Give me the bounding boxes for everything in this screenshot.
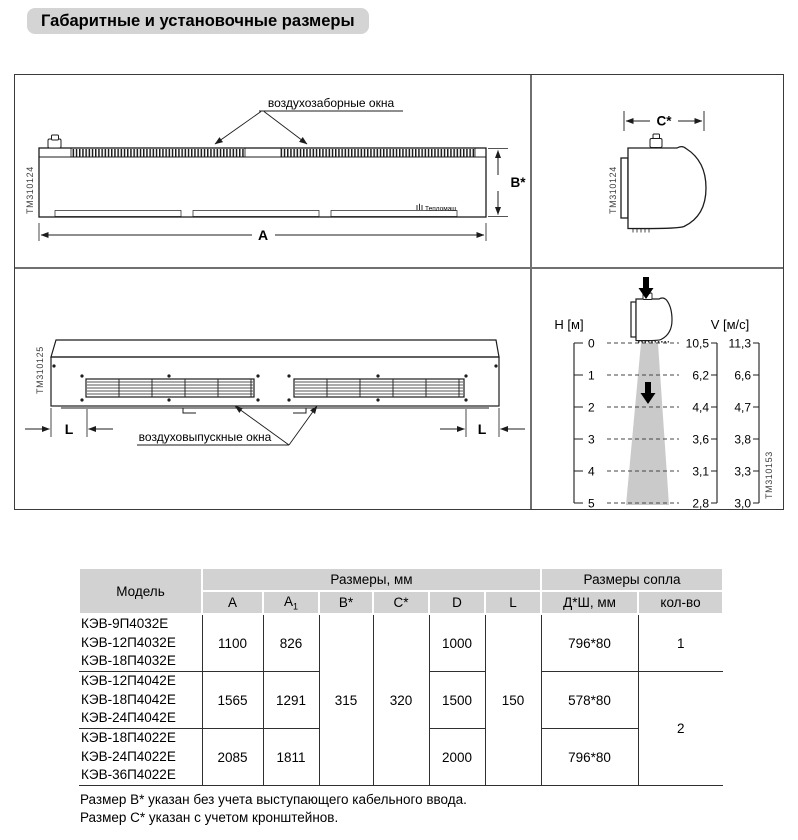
velocity-scale-inner-bracket xyxy=(711,343,717,503)
air-curtain-mini-profile xyxy=(631,290,672,342)
cell-nozzle-size: 578*80 xyxy=(541,672,638,729)
col-header-a1-base: A xyxy=(283,593,293,609)
cable-gland-icon xyxy=(650,139,662,148)
intake-grille-right xyxy=(281,149,475,157)
air-curtain-bottom-view xyxy=(51,340,499,413)
model-name: КЭВ-12П4042Е xyxy=(81,673,176,689)
dimension-l-left xyxy=(25,408,113,437)
group-header-nozzle: Размеры сопла xyxy=(541,568,723,591)
model-name: КЭВ-18П4032Е xyxy=(81,653,176,669)
cell-nozzle-count: 1 xyxy=(638,614,723,672)
v-tick-label: 6,2 xyxy=(692,368,709,383)
v-tick-label: 3,6 xyxy=(692,432,709,447)
model-name: КЭВ-12П4032Е xyxy=(81,634,176,650)
height-scale-labels xyxy=(588,337,595,510)
col-header-a1 xyxy=(263,591,319,614)
v-tick-label: 11,3 xyxy=(728,336,751,351)
h-tick-label: 1 xyxy=(588,368,595,383)
drawing-code: ТМ310153 xyxy=(764,451,774,499)
v-tick-label: 4,7 xyxy=(734,400,751,415)
velocity-axis-title: V [м/с] xyxy=(710,317,750,332)
h-tick-label: 4 xyxy=(588,464,595,479)
velocity-scale-outer-bracket xyxy=(753,343,759,503)
height-axis-title: H [м] xyxy=(554,317,584,332)
intake-grille-left xyxy=(71,149,245,157)
cell-a: 1565 xyxy=(202,672,263,729)
dimension-a xyxy=(39,223,486,243)
table-row xyxy=(79,614,723,672)
model-name: КЭВ-36П4022Е xyxy=(81,767,176,783)
dimension-c xyxy=(624,111,704,131)
footnote-b: Размер В* указан без учета выступающего кабельного ввода. xyxy=(80,792,467,807)
dimension-l-right xyxy=(440,408,525,437)
model-name: КЭВ-24П4022Е xyxy=(81,748,176,764)
airflow-diagram xyxy=(531,269,783,509)
leader-arrow-icon xyxy=(289,406,317,445)
drawing-code: ТМ310124 xyxy=(608,166,618,214)
drawing-code: ТМ310125 xyxy=(35,346,45,394)
model-cell xyxy=(79,729,202,786)
dim-b-label: B* xyxy=(510,175,526,190)
bottom-view-drawing xyxy=(15,269,531,509)
height-scale-bracket xyxy=(574,343,583,503)
cell-l-shared: 150 xyxy=(485,614,541,786)
dim-l-left-label: L xyxy=(64,421,74,437)
col-header-a1-sub: 1 xyxy=(293,601,299,612)
dimensions-table xyxy=(78,567,724,786)
panel-divider-horizontal xyxy=(15,267,783,269)
dim-a-label: A xyxy=(257,227,269,243)
air-jet-cone xyxy=(626,343,669,505)
footnotes xyxy=(80,791,467,827)
cell-d: 1500 xyxy=(429,672,485,729)
h-tick-label: 0 xyxy=(588,336,595,351)
model-cell xyxy=(79,672,202,729)
outlet-grille-left xyxy=(86,379,254,397)
brand-logo-text: Тепломаш xyxy=(425,205,457,213)
model-cell xyxy=(79,614,202,672)
front-view-drawing xyxy=(15,75,531,267)
v-tick-label: 3,0 xyxy=(734,496,751,509)
col-header-a: A xyxy=(202,591,263,614)
intake-windows-label: воздухозаборные окна xyxy=(267,96,395,110)
v-tick-label: 3,1 xyxy=(692,464,709,479)
dim-l-right-label: L xyxy=(477,421,487,437)
side-view-drawing xyxy=(531,75,783,267)
model-name: КЭВ-18П4022Е xyxy=(81,730,176,746)
col-header-nozzle-count: кол-во xyxy=(638,591,723,614)
cell-a: 1100 xyxy=(202,614,263,672)
footnote-c: Размер С* указан с учетом кронштейнов. xyxy=(80,810,339,825)
cell-c-shared: 320 xyxy=(373,614,429,786)
col-header-d: D xyxy=(429,591,485,614)
col-header-c: C* xyxy=(373,591,429,614)
h-tick-label: 5 xyxy=(588,496,595,509)
panel-divider-vertical xyxy=(530,75,532,509)
v-tick-label: 3,8 xyxy=(734,432,751,447)
intake-windows-callout xyxy=(215,96,403,144)
col-header-l: L xyxy=(485,591,541,614)
page-title: Габаритные и установочные размеры xyxy=(27,8,369,34)
cell-a: 2085 xyxy=(202,729,263,786)
leader-arrow-icon xyxy=(264,112,307,145)
v-tick-label: 2,8 xyxy=(692,496,709,509)
dimension-b xyxy=(488,149,526,217)
cell-nozzle-size: 796*80 xyxy=(541,729,638,786)
air-curtain-side-profile xyxy=(621,134,706,233)
drawing-panel xyxy=(14,74,784,510)
h-tick-label: 2 xyxy=(588,400,595,415)
mounting-hooks xyxy=(183,408,306,413)
dim-c-label: C* xyxy=(656,113,672,129)
v-tick-label: 4,4 xyxy=(692,400,709,415)
model-name: КЭВ-9П4032Е xyxy=(81,616,169,632)
model-name: КЭВ-24П4042Е xyxy=(81,710,176,726)
cell-d: 1000 xyxy=(429,614,485,672)
model-name: КЭВ-18П4042Е xyxy=(81,691,176,707)
col-header-b: B* xyxy=(319,591,373,614)
cell-nozzle-size: 796*80 xyxy=(541,614,638,672)
leader-arrow-icon xyxy=(215,112,261,145)
cell-d: 2000 xyxy=(429,729,485,786)
drawing-code: ТМ310124 xyxy=(25,166,35,214)
v-tick-label: 10,5 xyxy=(685,336,709,351)
outlet-windows-callout xyxy=(137,406,317,445)
group-header-dimensions: Размеры, мм xyxy=(202,568,541,591)
col-header-nozzle-size: Д*Ш, мм xyxy=(541,591,638,614)
velocity-scale-inner-labels xyxy=(686,337,710,510)
outlet-grille-right xyxy=(294,379,464,397)
cell-a1: 1811 xyxy=(263,729,319,786)
cell-nozzle-count: 2 xyxy=(638,672,723,786)
h-tick-label: 3 xyxy=(588,432,595,447)
col-header-model: Модель xyxy=(79,568,202,614)
air-curtain-front-view xyxy=(39,135,486,217)
wall-bracket xyxy=(621,158,628,218)
outlet-windows-label: воздуховыпускные окна xyxy=(138,430,272,444)
cell-a1: 826 xyxy=(263,614,319,672)
v-tick-label: 6,6 xyxy=(734,368,751,383)
cell-b-shared: 315 xyxy=(319,614,373,786)
table-group-header-row xyxy=(79,568,723,591)
velocity-scale-outer-labels xyxy=(729,337,752,510)
v-tick-label: 3,3 xyxy=(734,464,751,479)
cell-a1: 1291 xyxy=(263,672,319,729)
